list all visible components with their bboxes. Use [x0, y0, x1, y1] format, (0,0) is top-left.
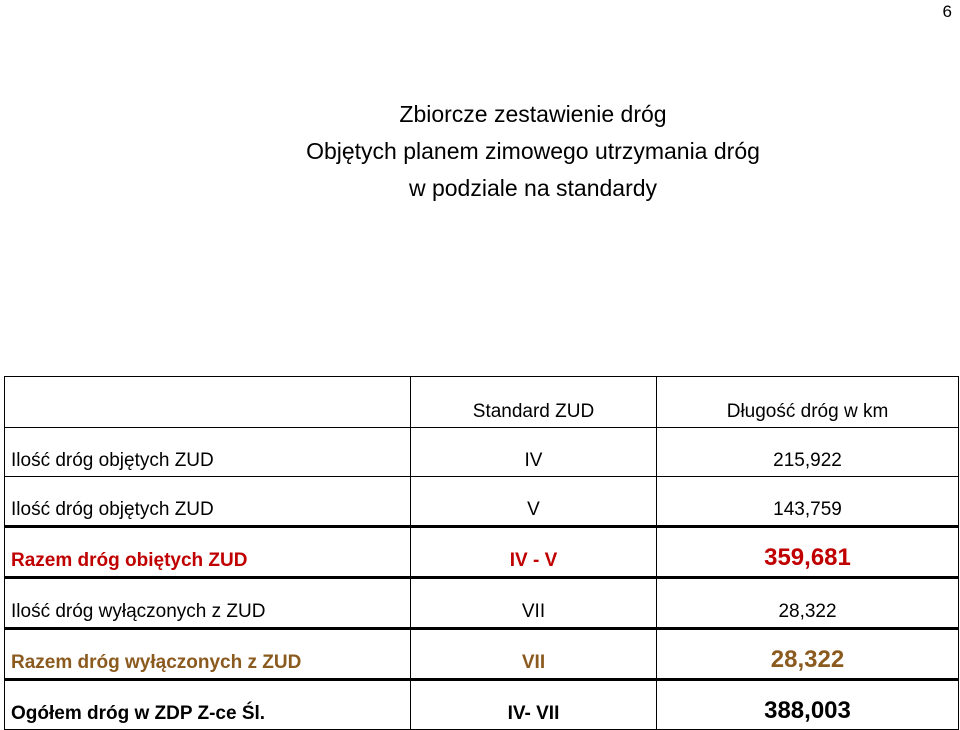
title-line-1: Zbiorcze zestawienie dróg: [399, 101, 667, 127]
row-standard: VII: [411, 629, 657, 680]
row-label: Ilość dróg objętych ZUD: [5, 428, 411, 477]
document-title: [0, 96, 960, 207]
row-length: 359,681: [657, 527, 959, 578]
row-standard: IV- VII: [411, 680, 657, 730]
total-row-excluded: [5, 629, 959, 680]
table-row: [5, 428, 959, 477]
row-standard: IV - V: [411, 527, 657, 578]
title-line-3: w podziale na standardy: [408, 175, 658, 201]
table-row: [5, 477, 959, 527]
row-label: Razem dróg obiętych ZUD: [5, 527, 411, 578]
row-label: Ogółem dróg w ZDP Z-ce Śl.: [5, 680, 411, 730]
row-label: Ilość dróg wyłączonych z ZUD: [5, 578, 411, 629]
row-length: 143,759: [657, 477, 959, 527]
row-length: 388,003: [657, 680, 959, 730]
row-standard: IV: [411, 428, 657, 477]
row-label: Razem dróg wyłączonych z ZUD: [5, 629, 411, 680]
roads-summary-table: [4, 376, 959, 730]
title-line-2: Objętych planem zimowego utrzymania dróg: [306, 138, 760, 164]
table-row: [5, 578, 959, 629]
header-empty-cell: [5, 377, 411, 428]
row-length: 28,322: [657, 629, 959, 680]
row-standard: V: [411, 477, 657, 527]
total-row-covered: [5, 527, 959, 578]
row-length: 28,322: [657, 578, 959, 629]
row-length: 215,922: [657, 428, 959, 477]
grand-total-row: [5, 680, 959, 730]
row-label: Ilość dróg objętych ZUD: [5, 477, 411, 527]
header-length: Długość dróg w km: [657, 377, 959, 428]
row-standard: VII: [411, 578, 657, 629]
table-header-row: [5, 377, 959, 428]
page-number: 6: [942, 2, 952, 21]
header-standard: Standard ZUD: [411, 377, 657, 428]
